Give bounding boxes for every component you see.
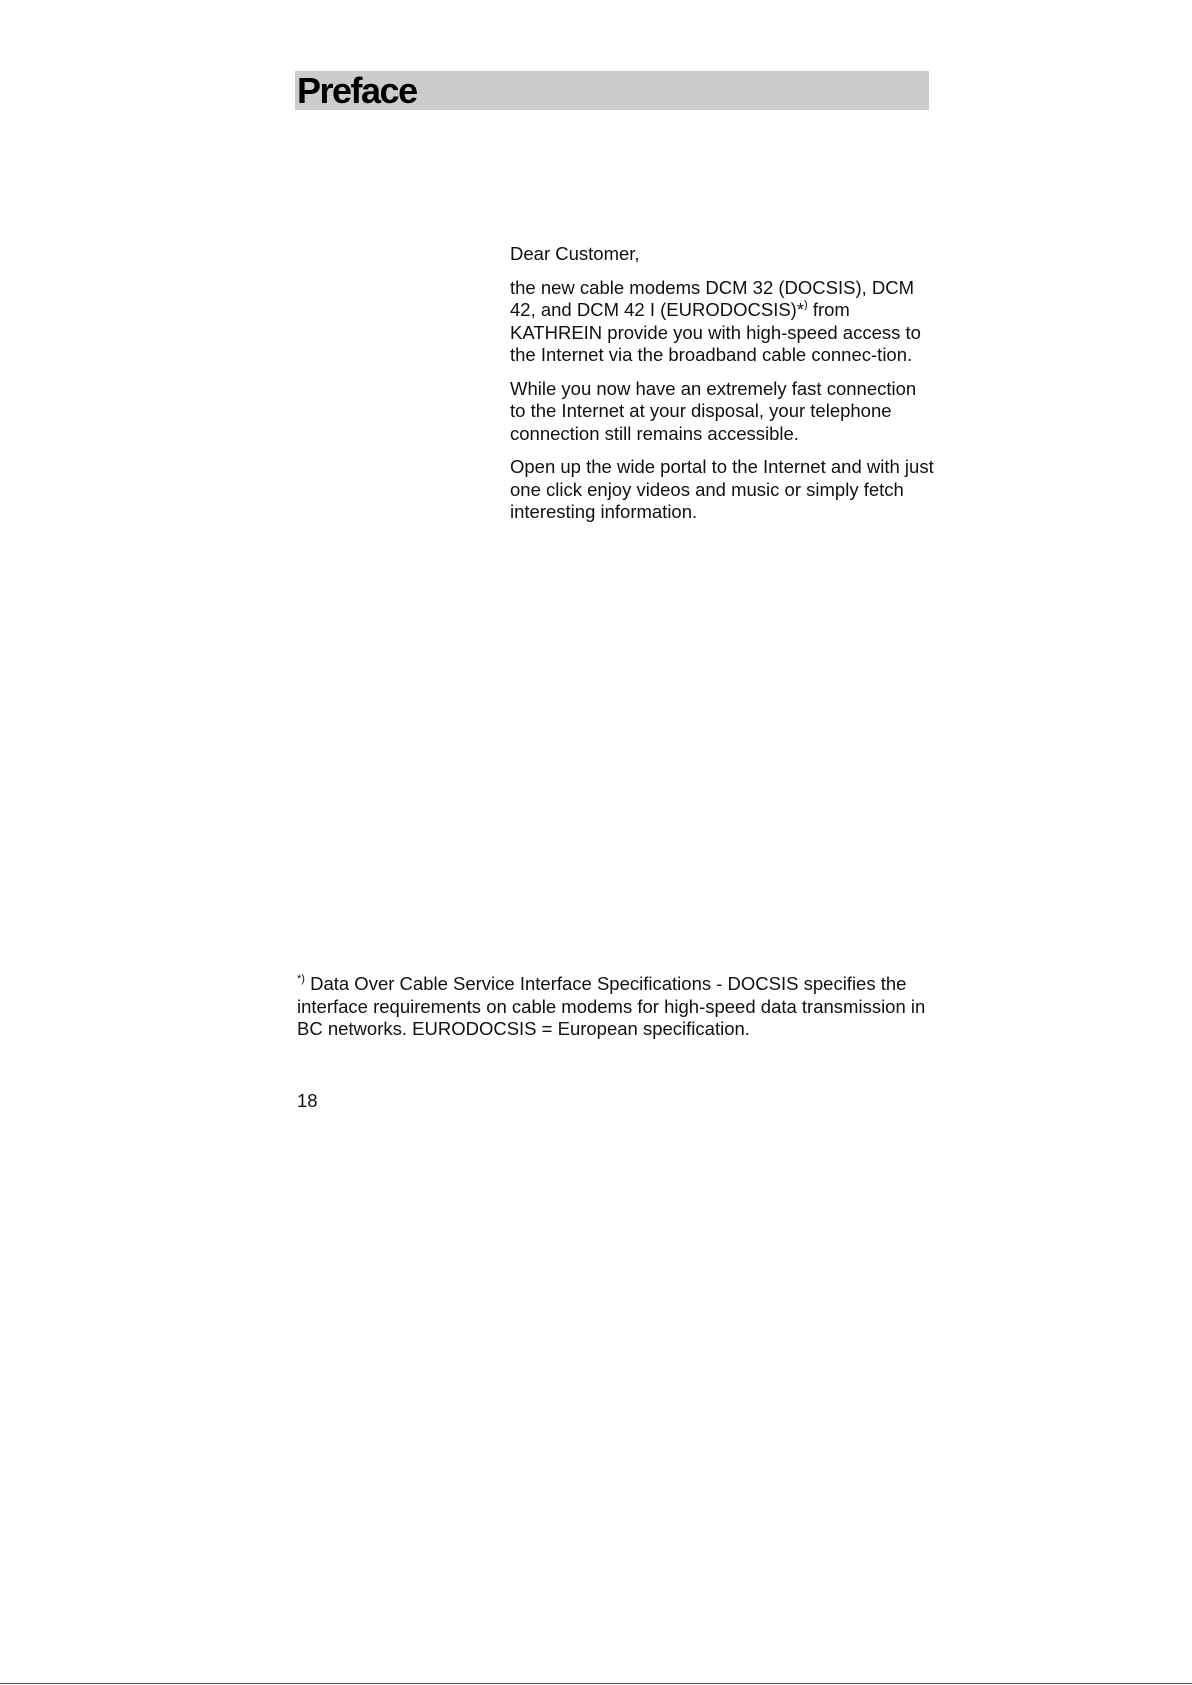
paragraph-intro (510, 277, 935, 367)
footnote (297, 973, 937, 1041)
letter-body (510, 243, 935, 535)
page-number: 18 (297, 1090, 318, 1111)
preface-title-bar (295, 71, 929, 110)
greeting: Dear Customer, (510, 243, 640, 264)
footnote-text: Data Over Cable Service Interface Specifications - DOCSIS specifies the interface requirements on cable modems for high-speed data transmission in BC networks. EURODOCSIS = European specification. (297, 973, 926, 1039)
paragraph-portal: Open up the wide portal to the Internet and with just one click enjoy videos and music or simply fetch interesting information. (510, 456, 934, 522)
intro-text-end: from KATHREIN provide you with high-speed access to the Internet via the broadband cable connec-tion. (510, 299, 921, 365)
paragraph-connection: While you now have an extremely fast connection to the Internet at your disposal, your telephone connection still remains accessible. (510, 377, 917, 444)
intro-text-start: the new cable modems DCM 32 (DOCSIS), DCM 42, and DCM 42 I (EURODOCSIS)* (510, 276, 915, 320)
footnote-marker: *) (297, 972, 305, 985)
page-title: Preface (297, 70, 417, 111)
footnote-reference: ) (804, 298, 808, 311)
bottom-divider (0, 1683, 1192, 1684)
